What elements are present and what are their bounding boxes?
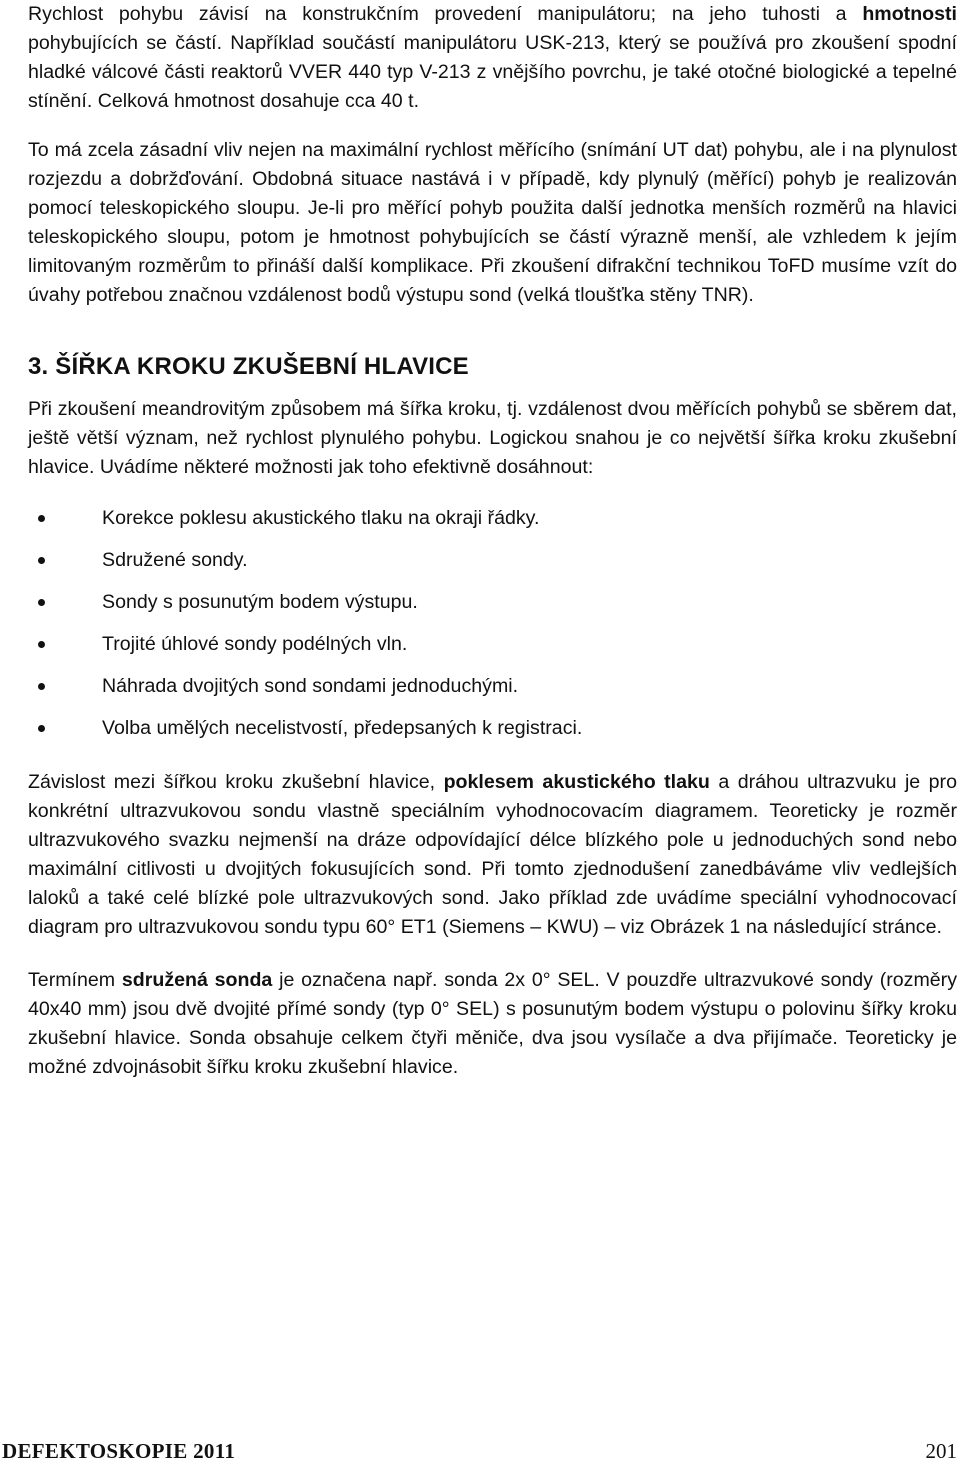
options-list bbox=[28, 504, 957, 743]
footer-journal-title: DEFEKTOSKOPIE 2011 bbox=[2, 1439, 236, 1463]
list-item bbox=[28, 588, 957, 617]
document-page bbox=[28, 0, 957, 1082]
page-number: 201 bbox=[925, 1439, 957, 1463]
list-item-text: Trojité úhlové sondy podélných vln. bbox=[102, 633, 408, 655]
bullet-icon bbox=[38, 599, 45, 606]
list-item-text: Sdružené sondy. bbox=[102, 549, 248, 571]
list-item bbox=[28, 504, 957, 533]
paragraph-combined-probe bbox=[28, 966, 957, 1082]
bullet-icon bbox=[38, 515, 45, 522]
list-item bbox=[28, 714, 957, 743]
paragraph-text: a dráhou ultrazvuku je pro konkrétní ultrazvukovou sondu vlastně speciálním vyhodnocovacím diagramem. Teoreticky je rozměr ultrazvukového svazku nejmenší na dráze odpovídající délce blízkého pole u jednoduchých sond nebo maximální citlivosti u dvojitých fokusujících sond. Při tomto zjednodušení zanedbáváme vliv vedlejších laloků a také celé blízké pole ultrazvukových sond. Jako příklad zde uvádíme speciální vyhodnocovací diagram pro ultrazvukovou sondu typu 60° ET1 (Siemens – KWU) – viz Obrázek 1 na následující stránce. bbox=[28, 771, 957, 938]
paragraph-step-width: Při zkoušení meandrovitým způsobem má šířka kroku, tj. vzdálenost dvou měřících pohybů se sběrem dat, ještě větší význam, než rychlost plynulého pohybu. Logickou snahou je co největší šířka kroku zkušební hlavice. Uvádíme některé možnosti jak toho efektivně dosáhnout: bbox=[28, 398, 957, 478]
bullet-icon bbox=[38, 725, 45, 732]
paragraph-text: pohybujících se částí. Například součástí manipulátoru USK-213, který se používá pro zkoušení spodní hladké válcové části reaktorů VVER 440 typ V-213 z vnějšího povrchu, je také otočné biologické a tepelné stínění. Celková hmotnost dosahuje cca 40 t. bbox=[28, 32, 957, 112]
list-item-text: Volba umělých necelistvostí, předepsaných k registraci. bbox=[102, 717, 583, 739]
paragraph-manipulator-speed bbox=[28, 0, 957, 116]
bullet-icon bbox=[38, 683, 45, 690]
paragraph-text: je označena např. sonda 2x 0° SEL. V pouzdře ultrazvukové sondy (rozměry 40x40 mm) jsou dvě dvojité přímé sondy (typ 0° SEL) s posunutým bodem výstupu o polovinu šířky kroku zkušební hlavice. Sonda obsahuje celkem čtyři měniče, dva jsou vysílače a dva přijímače. Teoreticky je možné zdvojnásobit šířku kroku zkušební hlavice. bbox=[28, 969, 957, 1078]
page-footer bbox=[0, 1436, 960, 1466]
list-item-text: Korekce poklesu akustického tlaku na okraji řádky. bbox=[102, 507, 540, 529]
bold-term-hmotnosti: hmotnosti bbox=[862, 3, 957, 25]
section-heading: 3. ŠÍŘKA KROKU ZKUŠEBNÍ HLAVICE bbox=[28, 353, 469, 380]
paragraph-text: Závislost mezi šířkou kroku zkušební hlavice, bbox=[28, 771, 444, 793]
paragraph-text: Rychlost pohybu závisí na konstrukčním provedení manipulátoru; na jeho tuhosti a bbox=[28, 3, 863, 25]
bold-term-pressure-drop: poklesem akustického tlaku bbox=[443, 771, 710, 793]
paragraph-motion-influence: To má zcela zásadní vliv nejen na maximální rychlost měřícího (snímání UT dat) pohybu, ale i na plynulost rozjezdu a dobržďování. Obdobná situace nastává i v případě, kdy plynulý (měřící) pohyb je realizován pomocí teleskopického sloupu. Je-li pro měřící pohyb použita další jednotka menších rozměrů na hlavici teleskopického sloupu, potom je hmotnost pohybujících se částí výrazně menší, ale vzhledem k jejím limitovaným rozměrům to přináší další komplikace. Při zkoušení difrakční technikou ToFD musíme vzít do úvahy potřebou značnou vzdálenost bodů výstupu sond (velká tloušťka stěny TNR). bbox=[28, 139, 957, 306]
bullet-icon bbox=[38, 557, 45, 564]
paragraph-text: Termínem bbox=[28, 969, 122, 991]
list-item-text: Náhrada dvojitých sond sondami jednoduchými. bbox=[102, 675, 519, 697]
list-item-text: Sondy s posunutým bodem výstupu. bbox=[102, 591, 418, 613]
paragraph-diagram-dependency bbox=[28, 768, 957, 942]
list-item bbox=[28, 630, 957, 659]
bullet-icon bbox=[38, 641, 45, 648]
bold-term-combined-probe: sdružená sonda bbox=[121, 969, 273, 991]
list-item bbox=[28, 672, 957, 701]
list-item bbox=[28, 546, 957, 575]
